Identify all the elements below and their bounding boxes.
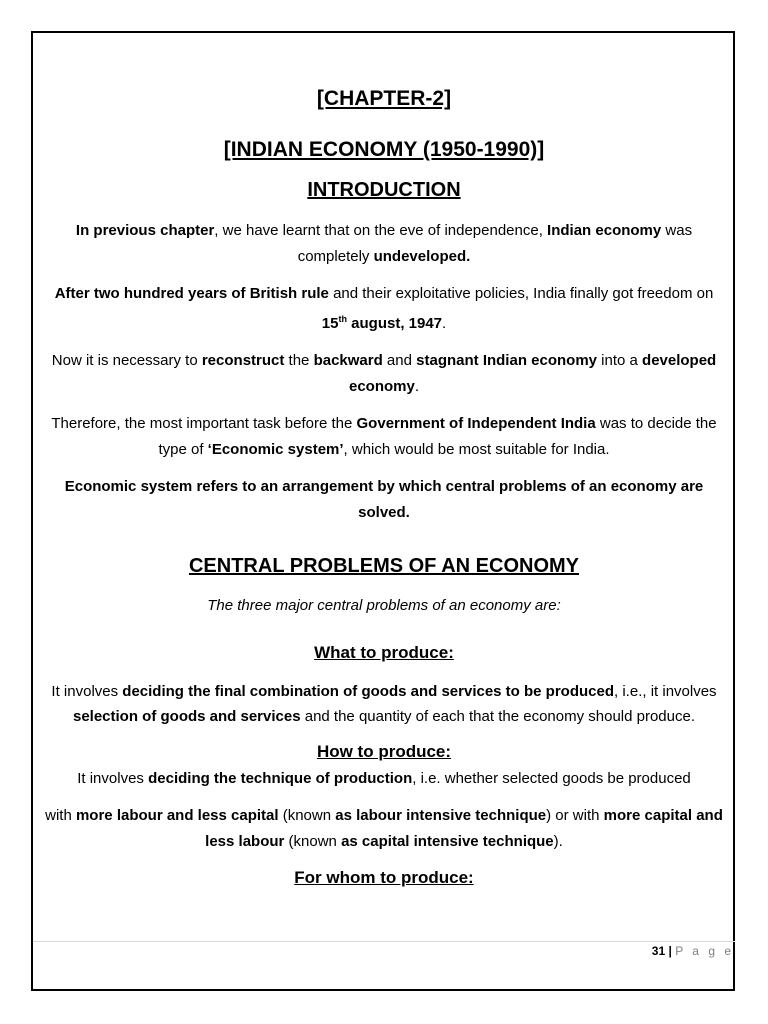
- bold-text: more capital and less labour: [205, 807, 723, 850]
- how-to-produce-heading: How to produce:: [316, 741, 452, 761]
- bold-text: deciding the technique of production: [148, 769, 413, 787]
- text: , we have learnt that on the eve of independence,: [214, 222, 548, 239]
- text: and the quantity of each that the economy should produce.: [300, 708, 696, 725]
- text: It involves: [77, 769, 149, 787]
- bold-text: backward: [313, 352, 383, 369]
- footer-divider: [33, 941, 735, 942]
- text: (known: [284, 832, 342, 850]
- bold-text: ‘Economic system’: [207, 440, 344, 458]
- bold-text: as labour intensive technique: [335, 807, 547, 824]
- page-number: [652, 944, 734, 958]
- text: .: [442, 314, 447, 332]
- date-rest: august, 1947: [346, 314, 443, 332]
- text: ) or with: [546, 807, 604, 824]
- date-day: 15: [321, 314, 339, 332]
- paragraph-how-to-produce-line1: [47, 766, 721, 792]
- text: It involves: [51, 682, 123, 700]
- paragraph-economic-system-task: [47, 411, 721, 462]
- page-number-value: 31: [651, 944, 666, 958]
- document-body: [47, 80, 721, 892]
- paragraph-british-rule: [47, 281, 721, 336]
- bold-text: Economic system refers to an arrangement by which central problems of an economy are solved.: [64, 478, 704, 521]
- bold-text: [322, 315, 442, 332]
- bold-text: In previous chapter: [75, 222, 215, 239]
- page-label: P a g e: [675, 944, 734, 958]
- ordinal-suffix: th: [338, 313, 347, 324]
- text: with: [45, 807, 76, 824]
- what-to-produce-heading: What to produce:: [314, 642, 454, 662]
- page-separator: |: [668, 944, 672, 958]
- text: was to decide the type of: [158, 415, 717, 458]
- paragraph-reconstruct: [47, 348, 721, 399]
- paragraph-how-to-produce-line2: [33, 803, 735, 854]
- text: .: [414, 377, 420, 395]
- central-problems-heading: CENTRAL PROBLEMS OF AN ECONOMY: [188, 555, 579, 577]
- bold-text: selection of goods and services: [72, 708, 301, 725]
- text: , which would be most suitable for India.: [343, 440, 610, 458]
- bold-text: developed economy: [348, 352, 717, 395]
- text: (known: [278, 807, 336, 824]
- text: and: [382, 352, 417, 369]
- text: the: [284, 352, 314, 369]
- chapter-heading: [CHAPTER-2]: [316, 87, 452, 110]
- text: was completely: [297, 222, 693, 265]
- bold-text: stagnant Indian economy: [416, 352, 597, 369]
- text: , i.e. whether selected goods be produced: [412, 769, 691, 787]
- bold-text: undeveloped.: [373, 247, 471, 265]
- text: , i.e., it involves: [614, 682, 717, 700]
- bold-text: reconstruct: [201, 352, 285, 369]
- text: Now it is necessary to: [51, 352, 202, 369]
- bold-text: as capital intensive technique: [341, 832, 554, 850]
- paragraph-what-to-produce: [47, 679, 721, 730]
- paragraph-previous-chapter: [47, 218, 721, 269]
- text: Therefore, the most important task before the: [51, 415, 357, 432]
- text: into a: [597, 352, 643, 369]
- bold-text: more labour and less capital: [75, 807, 279, 824]
- paragraph-economic-system-definition: [47, 474, 721, 525]
- text: and their exploitative policies, India finally got freedom on: [328, 285, 714, 302]
- introduction-heading: INTRODUCTION: [307, 179, 461, 201]
- bold-text: Government of Independent India: [356, 415, 596, 432]
- bold-text: deciding the final combination of goods and services to be produced: [122, 682, 615, 700]
- bold-text: Indian economy: [547, 222, 662, 239]
- for-whom-to-produce-heading: For whom to produce:: [294, 868, 474, 887]
- chapter-title: [INDIAN ECONOMY (1950-1990)]: [223, 138, 545, 161]
- bold-text: After two hundred years of British rule: [54, 285, 329, 302]
- text: ).: [553, 832, 563, 850]
- central-problems-intro: The three major central problems of an economy are:: [207, 597, 561, 614]
